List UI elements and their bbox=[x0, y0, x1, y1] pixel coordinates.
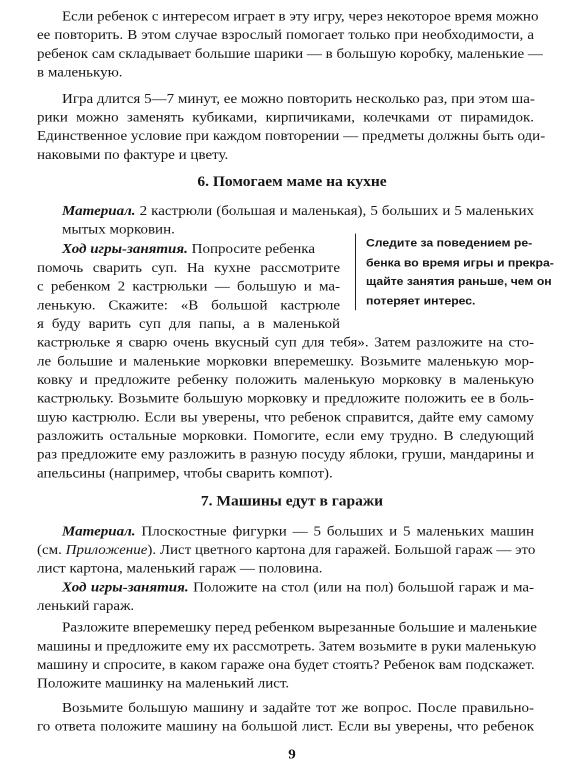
text-line: помочь сварить суп. На кухне рассмотрите bbox=[37, 260, 340, 276]
course-label: Ход игры-занятия. bbox=[62, 580, 189, 596]
material-label: Материал. bbox=[62, 203, 136, 219]
text-line: мытых морковин. bbox=[62, 222, 175, 238]
sidebar-line: щайте занятия раньше, чем он bbox=[366, 274, 552, 288]
text-line: Положите на стол (или на пол) большой гараж и ма- bbox=[188, 580, 535, 596]
text-line: Положите машинку на маленький лист. bbox=[37, 676, 290, 692]
text-fragment: (см. bbox=[37, 542, 66, 558]
text-line: Плоскостные фигурки — 5 больших и 5 маленьких машин bbox=[135, 524, 534, 540]
text-line: го ответа положите машину на большой лист. Если вы уверены, что ребенок bbox=[37, 719, 534, 735]
text-line: рики можно заменять кубиками, кирпичиками, колечками от пирамидок. bbox=[37, 110, 534, 126]
text-line: раз предложите ему разложить в разную посуду яблоки, груши, мандарины и bbox=[37, 447, 534, 463]
text-line: ее повторить. В этом случае взрослый помогает только при необходимости, а bbox=[37, 28, 534, 43]
course-label: Ход игры-занятия. bbox=[62, 241, 188, 257]
text-line: Попросите ребенка bbox=[187, 241, 316, 257]
text-line: ковку и предложите ребенку положить маленькую морковку в маленькую bbox=[37, 372, 534, 388]
text-line: Возьмите большую машину и задайте тот же вопрос. После правильно- bbox=[62, 700, 534, 716]
text-line: машины и предложите ему их рассмотреть. Затем возьмите в руки маленькую bbox=[37, 639, 537, 655]
sidebar-line: потеряет интерес. bbox=[366, 293, 476, 307]
text-line: Разложите вперемешку перед ребенком вырезанные большие и маленькие bbox=[62, 620, 537, 636]
sidebar-line: бенка во время игры и прекра- bbox=[366, 255, 554, 269]
appendix-reference: Приложение bbox=[65, 542, 148, 558]
text-line: машину и спросите, в каком гараже она будет стоять? Ребенок вам подскажет. bbox=[37, 657, 535, 673]
text-line: Единственное условие при каждом повторении — предметы должны быть оди- bbox=[37, 128, 546, 144]
text-line: наковыми по фактуре и цвету. bbox=[37, 147, 229, 163]
section-heading-6: 6. Помогаем маме на кухне bbox=[197, 173, 387, 190]
text-line: 2 кастрюли (большая и маленькая), 5 больших и 5 маленьких bbox=[135, 203, 534, 219]
section-heading-7: 7. Машины едут в гаражи bbox=[200, 493, 384, 510]
sidebar-line: Следите за поведением ре- bbox=[366, 236, 533, 250]
text-line: ле большие и маленькие морковки вперемешку. Возьмите маленькую мор- bbox=[37, 354, 534, 370]
text-line: ленькую. Скажите: «В большой кастрюле bbox=[37, 298, 340, 313]
text-line: лист картона, маленький гараж — половина. bbox=[37, 561, 323, 577]
text-line: кастрюльке я сварю очень вкусный суп для тебя». Затем разложите на сто- bbox=[37, 335, 534, 351]
text-line: с ребенком 2 кастрюльки — большую и ма- bbox=[37, 279, 340, 295]
text-line: в маленькую. bbox=[37, 65, 123, 81]
text-line: Если ребенок с интересом играет в эту игру, через некоторое время можно bbox=[62, 9, 539, 25]
text-line: Игра длится 5—7 минут, ее можно повторить несколько раз, при этом ша- bbox=[62, 91, 535, 107]
text-line: ленький гараж. bbox=[37, 598, 135, 614]
text-line: я буду варить суп для папы, а в маленькой bbox=[37, 316, 340, 332]
text-line: шую кастрюлю. Если вы уверены, что ребенок справится, дайте ему самому bbox=[37, 410, 534, 426]
sidebar-note bbox=[355, 234, 553, 311]
material-label: Материал. bbox=[62, 524, 136, 540]
text-line: кастрюльку. Возьмите большую морковку и предложите положить ее в боль- bbox=[37, 391, 534, 407]
text-line: апельсины (например, чтобы сварить компот). bbox=[37, 466, 333, 482]
text-fragment: ). Лист цветного картона для гаражей. Большой гараж — это bbox=[147, 542, 536, 558]
page-number: 9 bbox=[288, 747, 296, 763]
text-line: разложить остальные морковки. Помогите, если ему трудно. В следующий bbox=[37, 428, 534, 444]
text-line: ребенок сам складывает большие шарики — в большую коробку, маленькие — bbox=[37, 46, 543, 62]
